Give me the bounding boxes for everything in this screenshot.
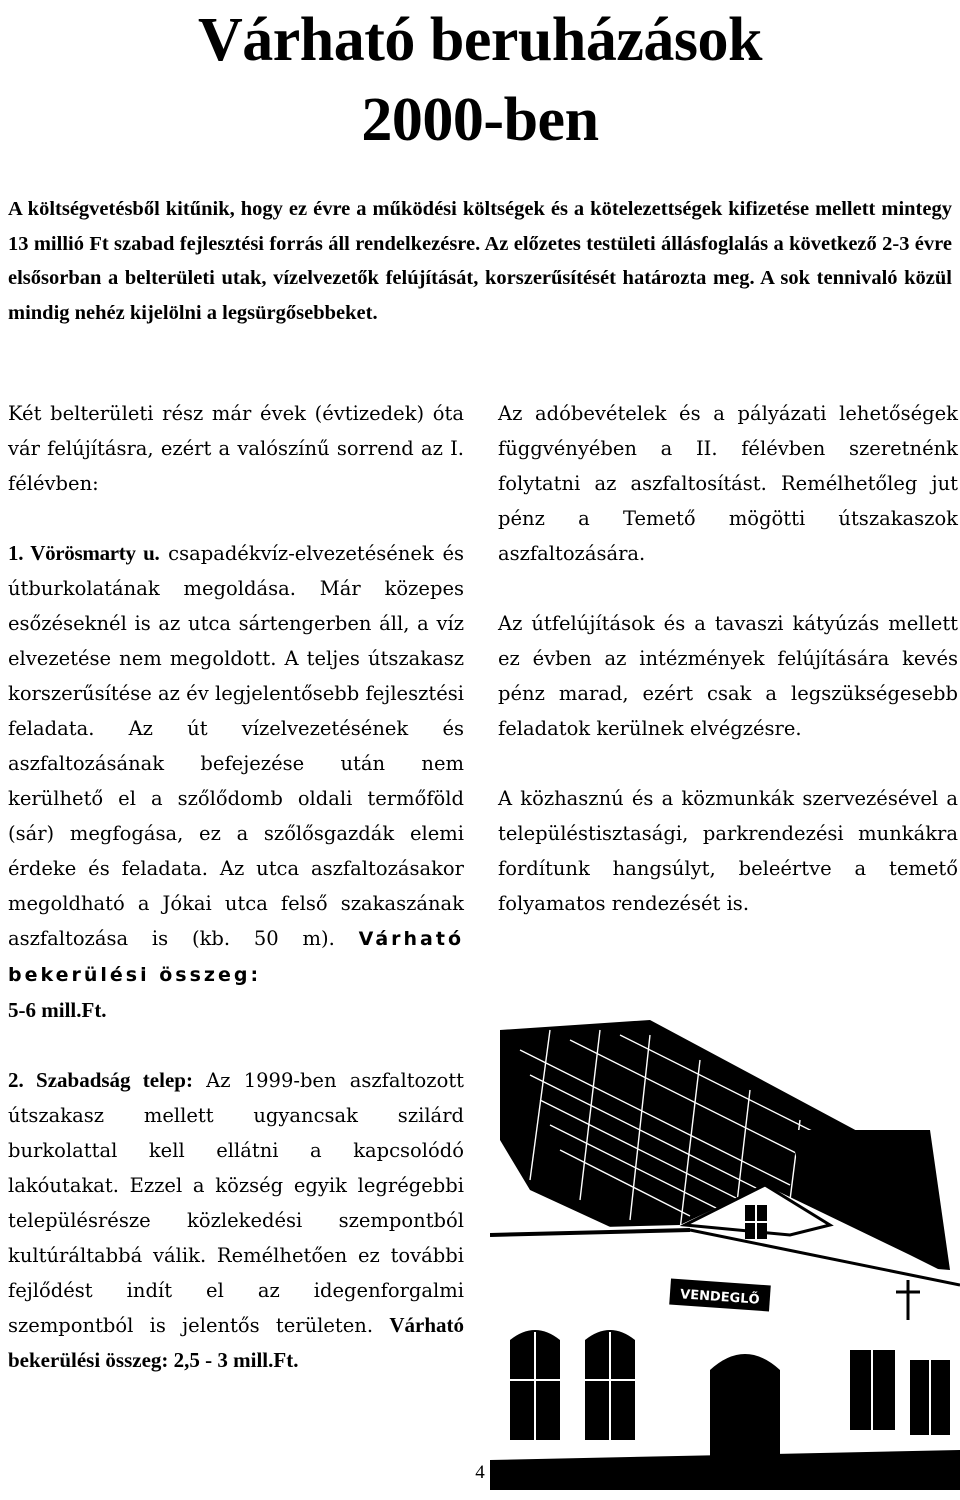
item-1-cost-label: Várható bekerülési összeg:: [8, 928, 464, 986]
item-1-text: csapadékvíz-elvezetésének és útburkolatának megoldása. Már közepes esőzéseknél is az utca sártengerben áll, a víz elvezetése nem megoldott. A teljes útszakasz korszerűsítése az év legjelentősebb fejlesztési feladata. Az út vízelvezetésének és aszfaltozásának befejezése után nem kerülhető el a szőlődomb oldali termőföld (sár) megfogása, ez a szőlősgazdák elemi érdeke és feladata. Az utca aszfaltozásakor megoldható a Jókai utca felső szakaszának aszfaltozása is (kb. 50 m).: [8, 542, 465, 950]
item-2-text: Az 1999-ben aszfaltozott útszakasz mellett ugyancsak szilárd burkolattal kell ellátni a kapcsolódó lakóutakat. Ezzel a község egyik legrégebbi településrésze közlekedési szempontból kultúráltabbá válik. Remélhetően ez további fejlődést indít el az idegenforgalmi szempontból is jelentős területen.: [8, 1069, 464, 1337]
title-line-1: Várható beruházások: [197, 6, 763, 74]
left-column: [8, 396, 464, 1378]
sign-text: VENDEGLŐ: [679, 1287, 761, 1308]
page-title: [0, 0, 960, 160]
left-paragraph-1: Két belterületi rész már évek (évtizedek) óta vár felújításra, ezért a valószínű sorrend az I. félévben:: [8, 402, 464, 495]
item-1-lead: 1. Vörösmarty u.: [8, 541, 160, 565]
item-1-cost-value: 5-6 mill.Ft.: [8, 998, 107, 1022]
building-photo: [490, 1020, 960, 1490]
right-column: [498, 396, 958, 921]
intro-paragraph: A költségvetésből kitűnik, hogy ez évre a működési költségek és a kötelezettségek kifizetése mellett mintegy 13 millió Ft szabad fejlesztési forrás áll rendelkezésre. Az előzetes testületi állásfoglalás a következő 2-3 évre elsősorban a belterületi utak, vízelvezetők felújítását, korszerűsítését határozta meg. A sok tennivaló közül mindig nehéz kijelölni a legsürgősebbeket.: [8, 198, 952, 324]
item-2-lead: 2. Szabadság telep:: [8, 1068, 193, 1092]
item-1-paragraph: [8, 536, 464, 1028]
item-2-cost: Várható bekerülési összeg: 2,5 - 3 mill.Ft.: [8, 1313, 464, 1372]
right-paragraph-2: Az útfelújítások és a tavaszi kátyúzás mellett ez évben az intézmények felújítására kevés pénz marad, ezért csak a legszükségesebb feladatok kerülnek elvégzésre.: [498, 612, 958, 740]
item-2-paragraph: [8, 1063, 464, 1378]
page-number: 4: [475, 1462, 485, 1483]
right-paragraph-3: A közhasznú és a közmunkák szervezésével a településtisztasági, parkrendezési munkákra fordítunk hangsúlyt, beleértve a temető folyamatos rendezését is.: [498, 787, 958, 915]
right-paragraph-1: Az adóbevételek és a pályázati lehetőségek függvényében a II. félévben szeretnénk folytatni az aszfaltosítást. Remélhetőleg jut pénz a Temető mögötti útszakaszok aszfaltozására.: [498, 402, 958, 565]
title-line-2: 2000-ben: [361, 86, 599, 154]
